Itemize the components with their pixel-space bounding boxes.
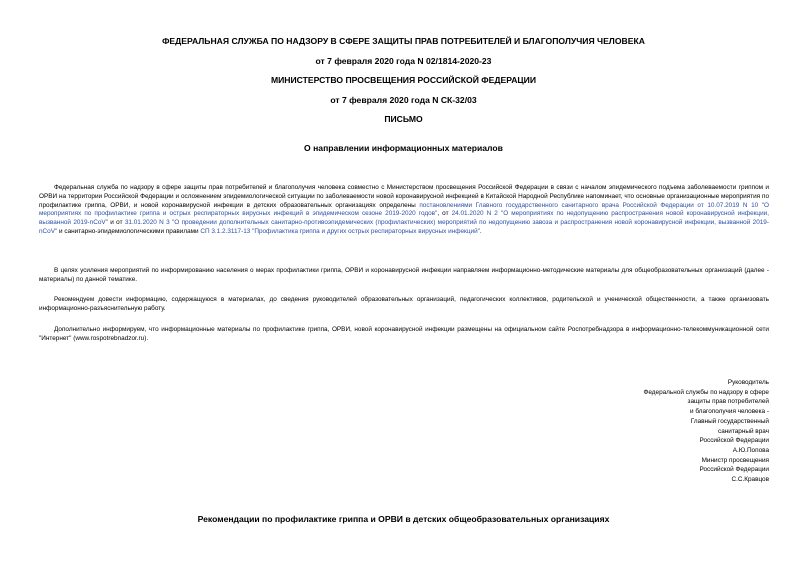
signature-name: А.Ю.Попова bbox=[732, 446, 769, 454]
signature-line: Министр просвещения bbox=[701, 456, 769, 464]
document-type: ПИСЬМО bbox=[384, 114, 423, 124]
signature-name: С.С.Кравцов bbox=[731, 476, 769, 484]
ministry-letter-date: от 7 февраля 2020 года N СК-32/03 bbox=[330, 95, 477, 105]
signature-block bbox=[569, 378, 769, 485]
paragraph-1-text: , от bbox=[437, 210, 452, 218]
resolution-link-1[interactable]: постановлениями Главного государственного санитарного врача Российской Федерации от 10.07.2019 N 10 "О мероприятиях по профилактике гриппа и острых респираторных вирусных инфекций в эпидемическом сезоне 2019-2020 годов" bbox=[39, 201, 769, 218]
signature-line: защиты прав потребителей bbox=[687, 398, 769, 406]
resolution-link-3[interactable]: 31.01.2020 N 3 "О проведении дополнительных санитарно-противоэпидемических (профилактических) мероприятий по недопущению завоза и распространения новой коронавирусной инфекции, вызванной 2019-nCoV" bbox=[39, 219, 769, 235]
signature-line: Федеральной службы по надзору в сфере bbox=[643, 388, 769, 396]
signature-line: и благополучия человека - bbox=[690, 408, 769, 416]
signature-line: Руководитель bbox=[727, 379, 769, 386]
agency-title: ФЕДЕРАЛЬНАЯ СЛУЖБА ПО НАДЗОРУ В СФЕРЕ ЗАЩИТЫ ПРАВ ПОТРЕБИТЕЛЕЙ И БЛАГОПОЛУЧИЯ ЧЕЛОВЕКА bbox=[162, 36, 645, 46]
paragraph-1-text: . bbox=[479, 227, 482, 235]
paragraph-1-text: и санитарно-эпидемиологическими правилами bbox=[57, 227, 201, 235]
signature-line: санитарный врач bbox=[718, 427, 769, 435]
paragraph-1 bbox=[39, 184, 769, 237]
agency-letter-date: от 7 февраля 2020 года N 02/1814-2020-23 bbox=[315, 56, 492, 66]
paragraph-1-text: Федеральная служба по надзору в сфере защиты прав потребителей и благополучия человека совместно с Министерством просвещения Российской Федерации в связи с началом эпидемического подъема заболеваемости гриппом и ОРВИ на территории Российской Федерации и осложнением эпидемиологической ситуации по заболеваемости новой коронавирусной инфекцией в Китайской Народной Республике напоминает, что основные организационные мероприятия по профилактике гриппа, ОРВИ, и новой коронавирусной инфекции в детских образовательных организациях определены bbox=[39, 184, 769, 209]
signature-line: Российской Федерации bbox=[699, 437, 769, 445]
paragraph-4: Дополнительно информируем, что информационные материалы по профилактике гриппа, ОРВИ, новой коронавирусной инфекции размещены на официальном сайте Роспотребнадзора в информационно-телекоммуникационной сети "Интернет" (www.rospotrebnadzor.ru). bbox=[39, 326, 769, 342]
appendix-title: Рекомендации по профилактике гриппа и ОРВИ в детских общеобразовательных организациях bbox=[197, 514, 610, 524]
paragraph-1-text: и от bbox=[107, 219, 125, 227]
signature-line: Главный государственный bbox=[690, 417, 769, 425]
document-subject: О направлении информационных материалов bbox=[304, 143, 503, 153]
resolution-link-2[interactable]: 24.01.2020 N 2 "О мероприятиях по недопущению распространения новой коронавирусной инфекции, вызванной 2019-nCoV" bbox=[39, 210, 769, 227]
signature-line: Российской Федерации bbox=[699, 466, 769, 474]
sanitary-rules-link[interactable]: СП 3.1.2.3117-13 "Профилактика гриппа и других острых респираторных вирусных инфекций" bbox=[200, 227, 480, 235]
paragraph-3: Рекомендуем довести информацию, содержащуюся в материалах, до сведения руководителей образовательных организаций, педагогических коллективов, родительской и ученической общественности, а также организовать информационно-разъяснительную работу. bbox=[39, 296, 769, 312]
ministry-title: МИНИСТЕРСТВО ПРОСВЕЩЕНИЯ РОССИЙСКОЙ ФЕДЕРАЦИИ bbox=[270, 75, 537, 85]
paragraph-2: В целях усиления мероприятий по информированию населения о мерах профилактики гриппа, ОРВИ и коронавирусной инфекции направляем информационно-методические материалы для общеобразовательных организаций (далее - материалы) по данной тематике. bbox=[39, 267, 769, 283]
